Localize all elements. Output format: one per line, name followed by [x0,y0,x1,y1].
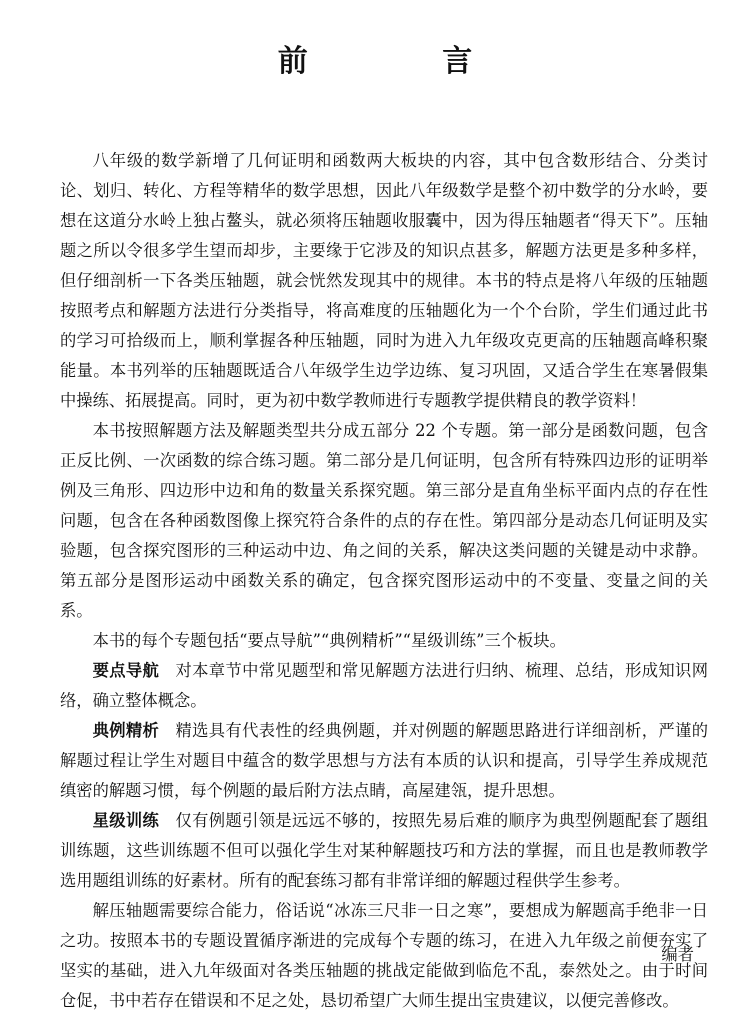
page-title: 前 言 [277,44,535,79]
paragraph-key-points [60,656,708,716]
text-examples: 精选具有代表性的经典例题，并对例题的解题思路进行详细剖析，严谨的解题过程让学生对题目中蕴含的数学思想与方法有本质的认识和提高，引导学生养成规范缜密的解题习惯，每个例题的最后附方法点睛，高屋建瓴，提升思想。 [60,721,708,800]
paragraph-structure: 本书按照解题方法及解题类型共分成五部分 22 个专题。第一部分是函数问题，包含正反比例、一次函数的综合练习题。第二部分是几何证明，包含所有特殊四边形的证明举例及三角形、四边形中边和角的数量关系探究题。第三部分是直角坐标平面内点的存在性问题，包含在各种函数图像上探究符合条件的点的存在性。第四部分是动态几何证明及实验题，包含探究图形的三种运动中边、角之间的关系，解决这类问题的关键是动中求静。第五部分是图形运动中函数关系的确定，包含探究图形运动中的不变量、变量之间的关系。 [60,421,708,620]
paragraph-examples [60,716,708,806]
label-key-points: 要点导航 [92,661,160,680]
paragraph-intro: 八年级的数学新增了几何证明和函数两大板块的内容，其中包含数形结合、分类讨论、划归、转化、方程等精华的数学思想，因此八年级数学是整个初中数学的分水岭，要想在这道分水岭上独占鳌头，就必须将压轴题收服囊中，因为得压轴题者“得天下”。压轴题之所以令很多学生望而却步，主要缘于它涉及的知识点甚多，解题方法更是多种多样，但仔细剖析一下各类压轴题，就会恍然发现其中的规律。本书的特点是将八年级的压轴题按照考点和解题方法进行分类指导，将高难度的压轴题化为一个个台阶，学生们通过此书的学习可拾级而上，顺利掌握各种压轴题，同时为进入九年级攻克更高的压轴题高峰积聚能量。本书列举的压轴题既适合八年级学生边学边练、复习巩固，又适合学生在寒暑假集中操练、拓展提高。同时，更为初中数学教师进行专题教学提供精良的教学资料！ [60,151,708,410]
paragraph-modules: 本书的每个专题包括“要点导航”“典例精析”“星级训练”三个板块。 [92,631,566,650]
paragraph-training [60,806,708,896]
paragraph-closing: 解压轴题需要综合能力，俗话说“冰冻三尺非一日之寒”，要想成为解题高手绝非一日之功。按照本书的专题设置循序渐进的完成每个专题的练习，在进入九年级之前便夯实了坚实的基础，进入九年级面对各类压轴题的挑战定能做到临危不乱，泰然处之。由于时间仓促，书中若存在错误和不足之处，恳切希望广大师生提出宝贵建议，以便完善修改。 [60,901,708,1010]
label-training: 星级训练 [92,811,160,830]
label-examples: 典例精析 [92,721,160,740]
text-training: 仅有例题引领是远远不够的，按照先易后难的顺序为典型例题配套了题组训练题，这些训练题不但可以强化学生对某种解题技巧和方法的掌握，而且也是教师教学选用题组训练的好素材。所有的配套练习都有非常详细的解题过程供学生参考。 [60,811,708,890]
editor-signature: 编者 [661,945,694,964]
text-key-points: 对本章节中常见题型和常见解题方法进行归纳、梳理、总结，形成知识网络，确立整体概念。 [60,661,708,710]
preface-body [60,146,708,1016]
